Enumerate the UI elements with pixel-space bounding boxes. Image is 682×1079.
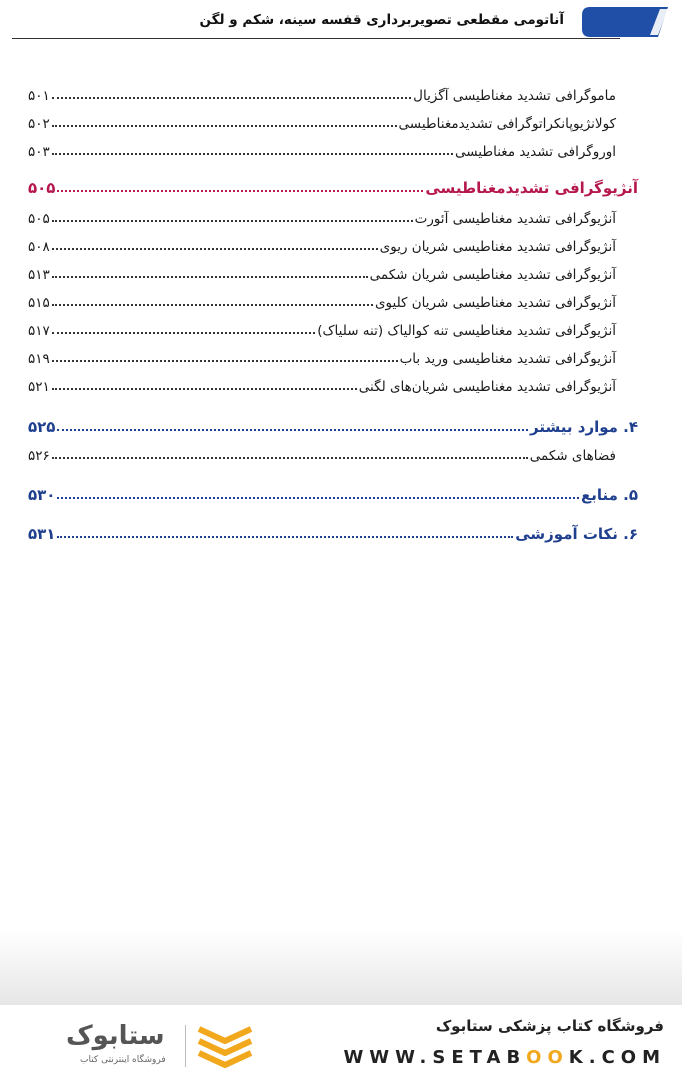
shop-url[interactable] [343, 1047, 666, 1068]
logo-subtitle: فروشگاه اینترنتی کتاب [80, 1055, 166, 1065]
toc-entry-title: ماموگرافی تشدید مغناطیسی آگزیال [413, 88, 616, 104]
toc-entry-page: ۵۰۲ [28, 116, 50, 132]
toc-entry-title: ۶. نکات آموزشی [515, 525, 638, 543]
page-header [0, 0, 682, 44]
toc-leader-dots [52, 332, 315, 334]
running-title: آناتومی مقطعی تصویربرداری قفسه سینه، شکم و لگن [199, 12, 564, 28]
toc-entry-title: آنژیوگرافی تشدید مغناطیسی شریان ریوی [379, 239, 616, 255]
toc-leader-dots [52, 388, 357, 390]
toc-entry-page: ۵۲۵ [28, 418, 56, 436]
toc-entry-page: ۵۳۱ [28, 525, 56, 543]
toc-entry-title: آنژیوگرافی تشدید مغناطیسی تنه کوالیاک (تنه سلیاک) [317, 323, 616, 339]
toc-entry-title: آنژیوگرافی تشدید مغناطیسی شریان‌های لگنی [358, 379, 616, 395]
header-tab-shape [580, 5, 672, 39]
toc-leader-dots [52, 276, 368, 278]
toc-entry[interactable] [28, 231, 638, 255]
toc-entry-page: ۵۲۱ [28, 379, 50, 395]
footer-fade [0, 930, 682, 1005]
toc-entry[interactable] [28, 343, 638, 367]
header-rule [12, 38, 620, 39]
toc-entry[interactable] [28, 315, 638, 339]
toc-entry[interactable] [28, 136, 638, 160]
toc-entry-page: ۵۱۳ [28, 267, 50, 283]
toc-leader-dots [52, 304, 373, 306]
toc-entry[interactable] [28, 173, 638, 197]
url-part-3: K.COM [568, 1047, 666, 1068]
toc-leader-dots [52, 97, 411, 99]
setabook-logo [30, 1019, 270, 1073]
toc-entry-page: ۵۰۸ [28, 239, 50, 255]
url-part-1: WWW.SETAB [343, 1047, 527, 1068]
toc-entry-title: ۵. منابع [581, 486, 638, 504]
url-part-2: OO [526, 1047, 569, 1068]
toc-leader-dots [52, 457, 528, 459]
toc-entry[interactable] [28, 203, 638, 227]
logo-text: ستابوک [66, 1021, 165, 1051]
toc-entry[interactable] [28, 80, 638, 104]
logo-separator [185, 1025, 186, 1067]
toc-entry-page: ۵۰۱ [28, 88, 50, 104]
toc-entry[interactable] [28, 519, 638, 543]
toc-leader-dots [57, 429, 528, 431]
toc-entry-title: آنژیوگرافی تشدید مغناطیسی شریان کلیوی [374, 295, 616, 311]
toc-entry-title: آنژیوگرافی تشدید مغناطیسی ورید باب [399, 351, 616, 367]
book-stack-icon [195, 1023, 255, 1069]
toc-leader-dots [57, 536, 513, 538]
toc-leader-dots [57, 497, 579, 499]
toc-entry[interactable] [28, 440, 638, 464]
toc-entry-title: فضاهای شکمی [529, 448, 616, 464]
toc-leader-dots [57, 190, 423, 192]
toc-leader-dots [52, 220, 413, 222]
toc-leader-dots [52, 360, 398, 362]
toc-entry[interactable] [28, 480, 638, 504]
shop-name: فروشگاه کتاب پزشکی ستابوک [435, 1017, 664, 1035]
toc-entry[interactable] [28, 108, 638, 132]
toc-entry-page: ۵۰۵ [28, 211, 50, 227]
toc-entry-page: ۵۲۶ [28, 448, 50, 464]
toc-entry-title: کولانژیوپانکراتوگرافی تشدیدمغناطیسی [398, 116, 616, 132]
toc-entry-title: اوروگرافی تشدید مغناطیسی [455, 144, 616, 160]
toc-entry-title: آنژیوگرافی تشدید مغناطیسی آئورت [414, 211, 616, 227]
toc-entry-page: ۵۱۵ [28, 295, 50, 311]
toc-entry-page: ۵۱۹ [28, 351, 50, 367]
toc-entry-title: آنژیوگرافی تشدیدمغناطیسی [425, 179, 638, 197]
toc-entry[interactable] [28, 371, 638, 395]
toc-entry-page: ۵۰۳ [28, 144, 50, 160]
footer [0, 1005, 682, 1079]
toc-entry[interactable] [28, 259, 638, 283]
toc-leader-dots [52, 248, 378, 250]
toc-leader-dots [52, 125, 397, 127]
toc-entry-title: ۴. موارد بیشتر [530, 418, 638, 436]
toc-leader-dots [52, 153, 453, 155]
toc-entry[interactable] [28, 287, 638, 311]
toc-entry-page: ۵۰۵ [28, 179, 56, 197]
toc-entry-page: ۵۳۰ [28, 486, 56, 504]
toc-entry-title: آنژیوگرافی تشدید مغناطیسی شریان شکمی [369, 267, 616, 283]
toc-entry[interactable] [28, 412, 638, 436]
toc-entry-page: ۵۱۷ [28, 323, 50, 339]
